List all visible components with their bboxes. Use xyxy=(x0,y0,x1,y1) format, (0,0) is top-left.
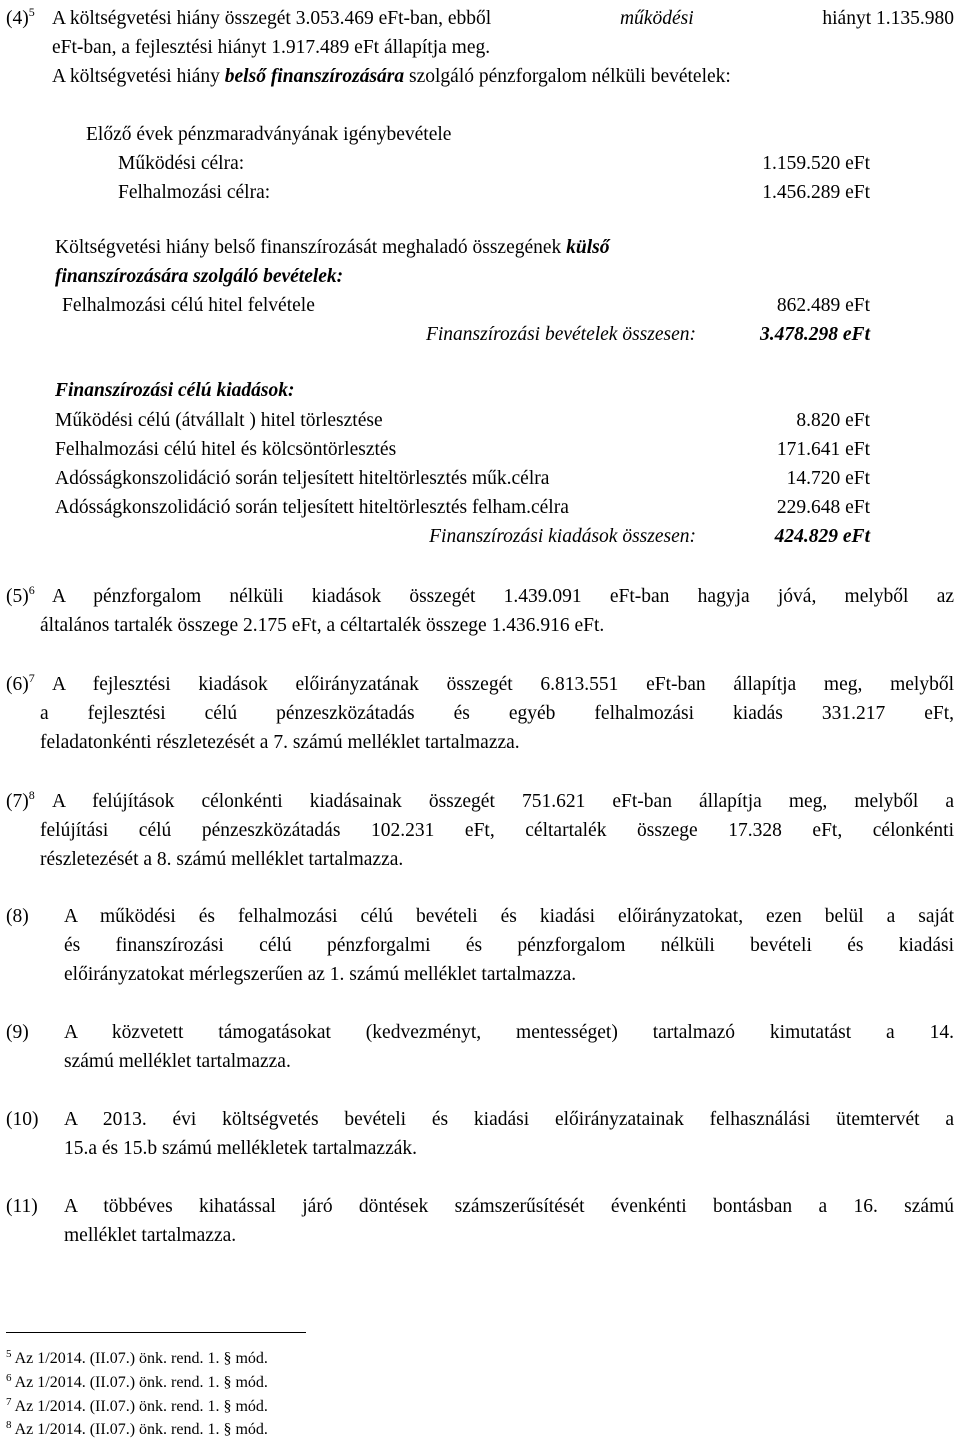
fin-income-total-value: 3.478.298 eFt xyxy=(760,324,870,345)
paragraph-9-number: (9) xyxy=(6,1022,29,1043)
footnote-ref-8: 8 xyxy=(28,788,35,802)
paragraph-6-line-1: A fejlesztési kiadások előirányzatának összegét 6.813.551 eFt-ban állapítja meg, melyből xyxy=(52,674,954,695)
paragraph-7-line-3: részletezését a 8. számú melléklet tartalmazza. xyxy=(40,849,404,870)
paragraph-9-line-2: számú melléklet tartalmazza. xyxy=(64,1051,291,1072)
paragraph-4-line-1: A költségvetési hiány összegét 3.053.469 eFt-ban, ebből működési hiányt 1.135.980 xyxy=(52,8,954,29)
paragraph-9-line-1: A közvetett támogatásokat (kedvezményt, mentességet) tartalmazó kimutatást a 14. xyxy=(64,1022,954,1043)
credit-label: Felhalmozási célú hitel felvétele xyxy=(62,295,315,316)
expense-row-2-label: Felhalmozási célú hitel és kölcsöntörlesztés xyxy=(55,439,397,460)
prev-years-heading: Előző évek pénzmaradványának igénybevétele xyxy=(86,124,452,145)
expense-row-4-value: 229.648 eFt xyxy=(776,497,870,518)
footnote-8: $^8$ Az 1/2014. (II.07.) önk. rend. 1. § mód. xyxy=(6,1419,268,1438)
expense-row-1-label: Működési célú (átvállalt ) hitel törlesztése xyxy=(55,410,383,431)
paragraph-11-line-1: A többéves kihatással járó döntések számszerűsítését évenkénti bontásban a 16. számú xyxy=(64,1196,954,1217)
fin-income-total-label: Finanszírozási bevételek összesen: xyxy=(425,324,696,345)
paragraph-11-line-2: melléklet tartalmazza. xyxy=(64,1225,237,1246)
paragraph-8-line-3: előirányzatokat mérlegszerűen az 1. számú melléklet tartalmazza. xyxy=(64,964,577,985)
paragraph-5-number: $(5)^6$ xyxy=(6,583,35,607)
footnote-7: $^7$ Az 1/2014. (II.07.) önk. rend. 1. § mód. xyxy=(6,1396,268,1415)
footnote-ref-6: 6 xyxy=(28,583,35,597)
acc-value: 1.456.289 eFt xyxy=(762,182,870,203)
fin-expense-total-value: 424.829 eFt xyxy=(774,526,870,547)
paragraph-7-line-2: felújítási célú pénzeszközátadás 102.231 eFt, céltartalék összege 17.328 eFt, célonkénti xyxy=(40,820,954,841)
fin-expense-total-label: Finanszírozási kiadások összesen: xyxy=(429,526,696,547)
paragraph-10-number: (10) xyxy=(6,1109,39,1130)
external-financing-line-2: finanszírozására szolgáló bevételek: xyxy=(55,266,344,287)
paragraph-5-line-1: A pénzforgalom nélküli kiadások összegét 1.439.091 eFt-ban hagyja jóvá, melyből az xyxy=(52,586,954,607)
paragraph-7-line-1: A felújítások célonkénti kiadásainak összegét 751.621 eFt-ban állapítja meg, melyből a xyxy=(52,791,954,812)
paragraph-6-number: $(6)^7$ xyxy=(6,671,35,695)
paragraph-5-line-2: általános tartalék összege 2.175 eFt, a céltartalék összege 1.436.916 eFt. xyxy=(40,615,605,636)
op-value: 1.159.520 eFt xyxy=(762,153,870,174)
credit-value: 862.489 eFt xyxy=(776,295,870,316)
acc-label: Felhalmozási célra: xyxy=(118,182,271,203)
paragraph-4-line-2: eFt-ban, a fejlesztési hiányt 1.917.489 eFt állapítja meg. xyxy=(52,37,491,58)
expense-row-1-value: 8.820 eFt xyxy=(796,410,870,431)
fin-expense-heading: Finanszírozási célú kiadások: xyxy=(55,380,295,401)
paragraph-10-line-2: 15.a és 15.b számú mellékletek tartalmazzák. xyxy=(64,1138,418,1159)
paragraph-8-line-2: és finanszírozási célú pénzforgalmi és pénzforgalom nélküli bevételi és kiadási xyxy=(64,935,954,956)
paragraph-4-line-3: A költségvetési hiány belső finanszírozására szolgáló pénzforgalom nélküli bevételek: xyxy=(52,66,731,87)
paragraph-4-number: $(4)^5$ xyxy=(6,5,35,29)
paragraph-6-line-2: a fejlesztési célú pénzeszközátadás és egyéb felhalmozási kiadás 331.217 eFt, xyxy=(40,703,954,724)
external-financing-line-1: Költségvetési hiány belső finanszírozását meghaladó összegének külső xyxy=(55,237,610,258)
paragraph-8-number: (8) xyxy=(6,906,29,927)
footnote-separator xyxy=(6,1332,306,1333)
footnote-6: $^6$ Az 1/2014. (II.07.) önk. rend. 1. § mód. xyxy=(6,1372,268,1391)
paragraph-6-line-3: feladatonkénti részletezését a 7. számú melléklet tartalmazza. xyxy=(40,732,520,753)
footnote-ref-7: 7 xyxy=(28,671,35,685)
paragraph-7-number: $(7)^8$ xyxy=(6,788,35,812)
paragraph-10-line-1: A 2013. évi költségvetés bevételi és kiadási előirányzatainak felhasználási ütemtervét a xyxy=(64,1109,954,1130)
footnote-5: $^5$ Az 1/2014. (II.07.) önk. rend. 1. § mód. xyxy=(6,1348,268,1367)
paragraph-8-line-1: A működési és felhalmozási célú bevételi és kiadási előirányzatokat, ezen belül a saját xyxy=(64,906,954,927)
paragraph-11-number: (11) xyxy=(6,1196,38,1217)
expense-row-3-label: Adósságkonszolidáció során teljesített hiteltörlesztés műk.célra xyxy=(55,468,550,489)
footnote-ref-5: 5 xyxy=(28,5,35,19)
expense-row-3-value: 14.720 eFt xyxy=(786,468,870,489)
op-label: Működési célra: xyxy=(118,153,245,174)
expense-row-4-label: Adósságkonszolidáció során teljesített hiteltörlesztés felham.célra xyxy=(55,497,569,518)
expense-row-2-value: 171.641 eFt xyxy=(776,439,870,460)
